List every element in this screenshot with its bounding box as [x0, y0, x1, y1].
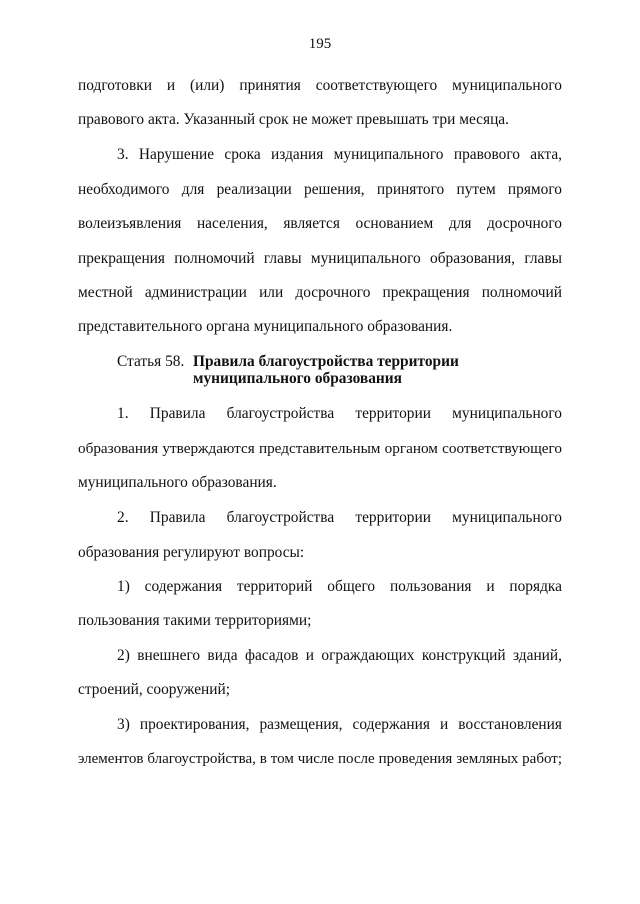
paragraph-3-line-3: волеизъявления населения, является основанием для досрочного	[78, 215, 562, 232]
item-1-line-3: муниципального образования.	[78, 474, 277, 491]
article-title-line-1: Правила благоустройства территории	[193, 353, 459, 370]
continuation-line-1: подготовки и (или) принятия соответствующего муниципального	[78, 77, 562, 94]
paragraph-3-line-1: 3. Нарушение срока издания муниципального правового акта,	[117, 146, 562, 163]
item-1-line-1: 1. Правила благоустройства территории муниципального	[117, 405, 562, 422]
paragraph-3-line-5: местной администрации или досрочного прекращения полномочий	[78, 284, 562, 301]
paragraph-3-line-2: необходимого для реализации решения, принятого путем прямого	[78, 181, 562, 198]
article-heading	[117, 353, 562, 387]
subitem-3-line-2: элементов благоустройства, в том числе после проведения земляных работ;	[78, 751, 562, 767]
paragraph-3-line-6: представительного органа муниципального образования.	[78, 318, 453, 335]
subitem-3-line-1: 3) проектирования, размещения, содержания и восстановления	[117, 716, 562, 733]
item-1-line-2: образования утверждаются представительным органом соответствующего	[78, 440, 562, 457]
subitem-2-line-2: строений, сооружений;	[78, 681, 231, 698]
item-2-line-2: образования регулируют вопросы:	[78, 544, 305, 561]
subitem-1-line-2: пользования такими территориями;	[78, 612, 312, 629]
subitem-2-line-1: 2) внешнего вида фасадов и ограждающих конструкций зданий,	[117, 647, 562, 664]
page-number: 195	[308, 36, 332, 52]
article-title-line-2: муниципального образования	[193, 370, 402, 387]
subitem-1-line-1: 1) содержания территорий общего пользования и порядка	[117, 578, 562, 595]
continuation-line-2: правового акта. Указанный срок не может превышать три месяца.	[78, 111, 509, 128]
item-2-line-1: 2. Правила благоустройства территории муниципального	[117, 509, 562, 526]
paragraph-3-line-4: прекращения полномочий главы муниципального образования, главы	[78, 250, 562, 267]
article-label: Статья 58.	[117, 353, 185, 370]
